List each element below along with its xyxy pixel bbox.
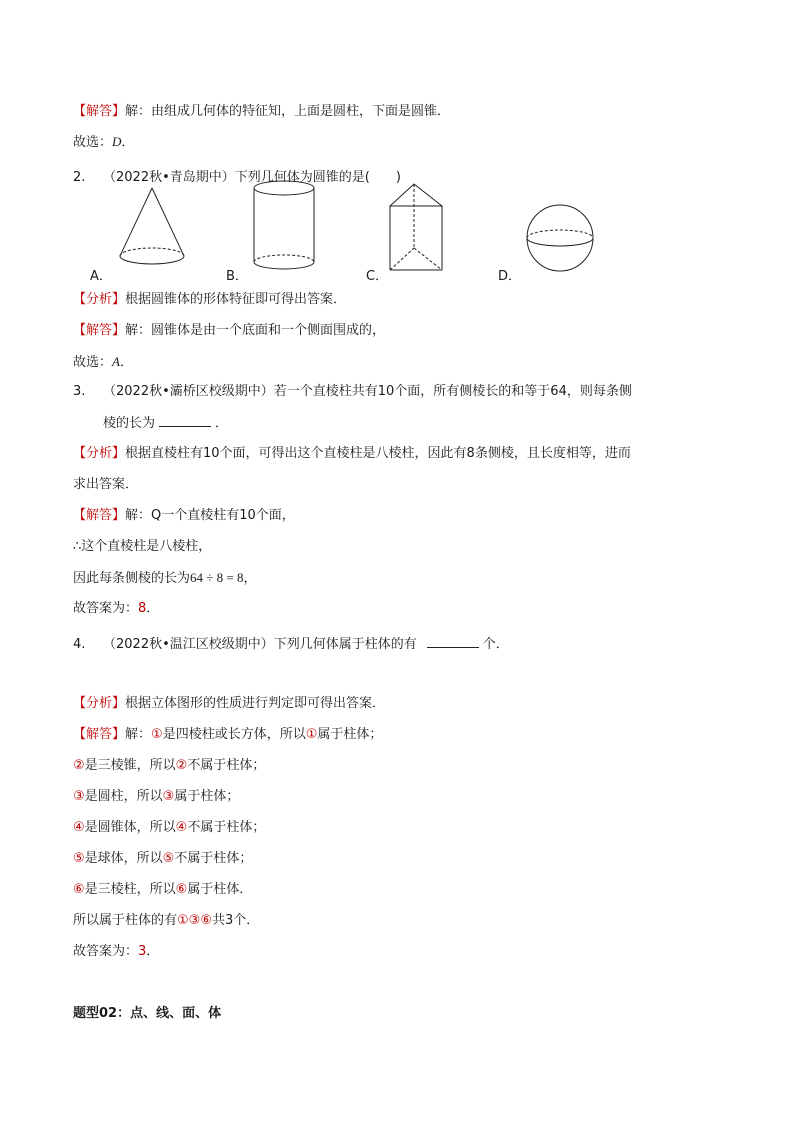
q3-analysis-line2: 求出答案． xyxy=(73,477,139,492)
sphere-icon xyxy=(524,202,596,274)
q4-answer-line2: ②是三棱锥，所以②不属于柱体； xyxy=(73,758,266,773)
q1-answer: 【解答】解：由组成几何体的特征知，上面是圆柱，下面是圆锥． xyxy=(73,104,451,119)
q4-stem: 4. （2022秋•温江区校级期中）下列几何体属于柱体的有 个． xyxy=(73,637,509,652)
option-d-label: D． xyxy=(498,269,522,284)
option-b-label: B． xyxy=(226,269,248,284)
option-a-label: A． xyxy=(90,269,112,284)
q3-final: 故答案为：8． xyxy=(73,601,160,616)
cone-icon xyxy=(116,186,188,272)
q4-analysis: 【分析】根据立体图形的性质进行判定即可得出答案． xyxy=(73,696,386,711)
q4-final: 故答案为：3． xyxy=(73,944,160,959)
q4-answer-line3: ③是圆柱，所以③属于柱体； xyxy=(73,789,240,804)
answer-blank xyxy=(159,414,211,427)
q3-answer-line2: ∴这个直棱柱是八棱柱， xyxy=(73,539,212,554)
q2-analysis: 【分析】根据圆锥体的形体特征即可得出答案． xyxy=(73,292,347,307)
q3-analysis-line1: 【分析】根据直棱柱有10个面，可得出这个直棱柱是八棱柱，因此有8条侧棱，且长度相等，进而 xyxy=(73,446,631,461)
q2-stem: 2. （2022秋•青岛期中）下列几何体为圆锥的是( ) xyxy=(73,170,401,185)
answer-blank xyxy=(427,635,479,648)
q2-choice: 故选：A． xyxy=(73,354,133,370)
q4-answer-line1: 【解答】解：①是四棱柱或长方体，所以①属于柱体； xyxy=(73,727,383,742)
q4-answer-line4: ④是圆锥体，所以④不属于柱体； xyxy=(73,820,266,835)
option-c-label: C． xyxy=(366,269,389,284)
q1-choice: 故选：D． xyxy=(73,134,135,150)
q3-stem-line1: 3. （2022秋•灞桥区校级期中）若一个直棱柱共有10个面，所有侧棱长的和等于64，则每条侧 xyxy=(73,384,632,399)
q3-answer-line1: 【解答】解：Q一个直棱柱有10个面， xyxy=(73,508,295,523)
q3-stem-line2: 棱的长为 ． xyxy=(103,416,229,431)
cylinder-icon xyxy=(250,180,318,272)
q4-answer-line5: ⑤是球体，所以⑤不属于柱体； xyxy=(73,851,253,866)
q4-summary: 所以属于柱体的有①③⑥共3个． xyxy=(73,913,260,928)
prism-icon xyxy=(386,180,448,274)
q4-answer-line6: ⑥是三棱柱，所以⑥属于柱体． xyxy=(73,882,253,897)
section-title: 题型02：点、线、面、体 xyxy=(73,1006,222,1021)
q2-answer: 【解答】解：圆锥体是由一个底面和一个侧面围成的， xyxy=(73,323,386,338)
q3-answer-line3: 因此每条侧棱的长为64 ÷ 8 = 8， xyxy=(73,570,257,586)
answer-tag: 【解答】 xyxy=(73,104,126,119)
